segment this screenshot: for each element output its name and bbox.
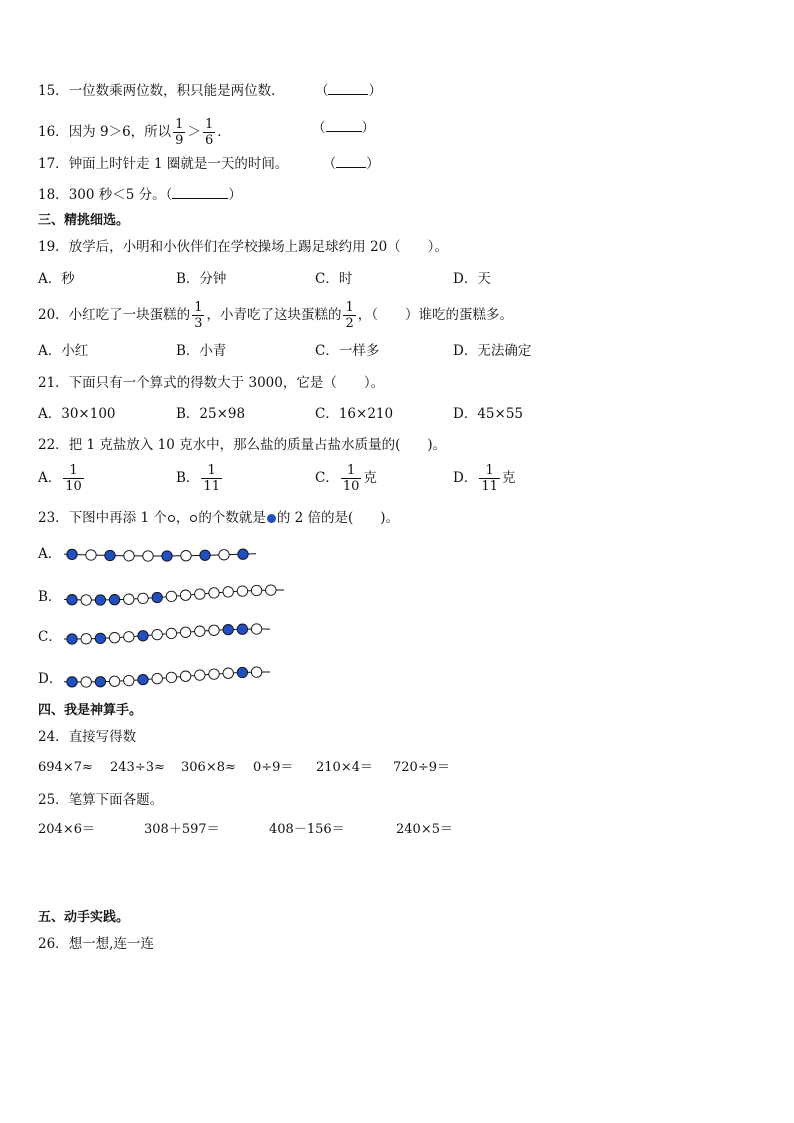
- empty-bead: [81, 595, 91, 605]
- empty-bead: [251, 667, 261, 677]
- bead-string-c[interactable]: [60, 617, 290, 651]
- option-d[interactable]: D．天: [453, 271, 491, 287]
- filled-bead: [95, 595, 105, 605]
- filled-bead: [152, 592, 162, 602]
- bead-string-b[interactable]: [60, 578, 300, 612]
- empty-bead: [166, 628, 176, 638]
- question-number: 19．: [38, 239, 69, 255]
- empty-bead: [209, 669, 219, 679]
- bead-string-a[interactable]: [60, 540, 260, 566]
- option-c[interactable]: C．时: [315, 271, 353, 287]
- question-number: 18．: [38, 187, 69, 203]
- calc-item: 308＋597＝: [144, 822, 220, 837]
- filled-bead: [67, 634, 77, 644]
- fraction: $\frac{1}{11}$: [203, 463, 220, 494]
- empty-bead: [124, 632, 134, 642]
- empty-bead: [124, 675, 134, 685]
- filled-bead: [162, 551, 172, 561]
- empty-bead: [152, 673, 162, 683]
- option-a[interactable]: A．30×100: [38, 406, 116, 422]
- filled-bead: [95, 677, 105, 687]
- empty-bead: [223, 587, 233, 597]
- filled-bead: [67, 595, 77, 605]
- option-b[interactable]: B．25×98: [176, 406, 246, 422]
- option-c[interactable]: C．一样多: [315, 343, 380, 359]
- answer-paren: （ ）: [312, 120, 375, 136]
- filled-bead: [138, 631, 148, 641]
- filled-bead: [105, 550, 115, 560]
- empty-bead: [124, 594, 134, 604]
- empty-bead: [86, 550, 96, 560]
- question-text: 笔算下面各题。: [68, 792, 164, 808]
- filled-bead: [138, 674, 148, 684]
- question-text: 一位数乘两位数，积只能是两位数．: [68, 83, 285, 99]
- question-number: 24．: [38, 729, 69, 745]
- option-a[interactable]: A．秒: [38, 271, 75, 287]
- question-number: 25．: [38, 792, 69, 808]
- filled-bead: [237, 667, 247, 677]
- empty-bead: [195, 670, 205, 680]
- empty-bead: [266, 585, 276, 595]
- empty-bead: [180, 590, 190, 600]
- filled-bead: [109, 595, 119, 605]
- filled-bead: [67, 677, 77, 687]
- question-21: [38, 374, 384, 392]
- option-b[interactable]: B． $\frac{1}{11}$: [176, 463, 220, 494]
- question-text: 300 秒＜5 分。（: [68, 187, 173, 203]
- empty-bead: [166, 672, 176, 682]
- question-15: 15．一位数乘两位数，积只能是两位数． （ ）: [38, 83, 382, 99]
- option-d[interactable]: D． $\frac{1}{11}$ 克: [453, 463, 516, 494]
- calc-item: 210×4＝: [316, 760, 373, 775]
- fraction: $\frac{1}{11}$: [481, 463, 498, 494]
- question-22: [38, 436, 446, 454]
- question-26: [38, 935, 154, 953]
- calc-item: 306×8≈: [181, 760, 236, 775]
- empty-bead: [223, 668, 233, 678]
- calc-item: 204×6＝: [38, 822, 95, 837]
- empty-bead: [251, 585, 261, 595]
- question-text: 直接写得数: [68, 729, 137, 745]
- calc-item: 243÷3≈: [110, 760, 165, 775]
- question-number: 23．: [38, 510, 69, 526]
- option-a[interactable]: A． $\frac{1}{10}$: [38, 463, 82, 494]
- empty-bead: [251, 624, 261, 634]
- question-19: [38, 238, 448, 256]
- empty-bead-icon: [168, 515, 175, 522]
- fraction: $\frac{1}{3}$: [194, 300, 203, 331]
- empty-bead: [109, 676, 119, 686]
- empty-bead: [109, 633, 119, 643]
- fraction: $\frac{1}{6}$: [204, 117, 214, 148]
- empty-bead: [180, 627, 190, 637]
- question-number: 16．: [38, 124, 69, 140]
- question-number: 26．: [38, 936, 69, 952]
- filled-bead: [67, 549, 77, 559]
- empty-bead: [237, 586, 247, 596]
- empty-bead: [138, 593, 148, 603]
- option-d[interactable]: D．无法确定: [453, 343, 532, 359]
- question-24: [38, 728, 136, 746]
- filled-bead: [223, 624, 233, 634]
- question-25: [38, 791, 163, 809]
- empty-bead: [143, 551, 153, 561]
- filled-bead: [95, 633, 105, 643]
- fraction: $\frac{1}{2}$: [345, 300, 354, 331]
- section-heading-4: 四、我是神算手。: [38, 703, 143, 718]
- empty-bead: [181, 551, 191, 561]
- filled-bead: [200, 550, 210, 560]
- filled-bead: [238, 549, 248, 559]
- empty-bead-icon: [190, 515, 197, 522]
- section-heading-5: 五、动手实践。: [38, 910, 130, 925]
- option-b[interactable]: B．小青: [176, 343, 227, 359]
- option-b[interactable]: B．分钟: [176, 271, 227, 287]
- empty-bead: [81, 634, 91, 644]
- calc-item: 694×7≈: [38, 760, 93, 775]
- question-text: 钟面上时针走 1 圈就是一天的时间。: [68, 156, 289, 172]
- empty-bead: [195, 589, 205, 599]
- question-text: 放学后，小明和小伙伴们在学校操场上踢足球约用 20（ ）。: [68, 239, 448, 255]
- question-17: 17．钟面上时针走 1 圈就是一天的时间。 （ ）: [38, 156, 380, 172]
- empty-bead: [195, 626, 205, 636]
- fraction: $\frac{1}{10}$: [342, 463, 360, 494]
- question-number: 17．: [38, 156, 69, 172]
- bead-string-d[interactable]: [60, 660, 280, 694]
- option-c[interactable]: C． $\frac{1}{10}$ 克: [315, 463, 377, 494]
- option-b-label[interactable]: B．: [38, 589, 62, 605]
- empty-bead: [166, 591, 176, 601]
- question-number: 22．: [38, 437, 69, 453]
- empty-bead: [209, 588, 219, 598]
- question-16: 16．因为 9＞6，所以 $\frac{1}{9}$ ＞ $\frac{1}{6}$ ．: [38, 117, 231, 148]
- answer-blank[interactable]: [328, 82, 368, 95]
- filled-bead: [237, 624, 247, 634]
- empty-bead: [209, 625, 219, 635]
- question-text: 把 1 克盐放入 10 克水中，那么盐的质量占盐水质量的( )。: [68, 437, 447, 453]
- question-20: 20．小红吃了一块蛋糕的 $\frac{1}{3}$ ，小青吃了这块蛋糕的 $\frac{1}{2}$ ，（ ）谁吃的蛋糕多。: [38, 300, 513, 331]
- question-number: 21．: [38, 375, 69, 391]
- answer-blank[interactable]: [172, 186, 228, 199]
- answer-blank[interactable]: [326, 119, 362, 132]
- empty-bead: [81, 677, 91, 687]
- question-18: 18．300 秒＜5 分。（ ）: [38, 187, 242, 203]
- fraction: $\frac{1}{10}$: [65, 463, 82, 494]
- calc-item: 408－156＝: [269, 822, 345, 837]
- empty-bead: [180, 671, 190, 681]
- option-a[interactable]: A．小红: [38, 343, 89, 359]
- option-c[interactable]: C．16×210: [315, 406, 394, 422]
- calc-item: 0÷9＝: [253, 760, 294, 775]
- option-c-label[interactable]: C．: [38, 629, 62, 645]
- fraction: $\frac{1}{9}$: [175, 117, 184, 148]
- section-heading-3: 三、精挑细选。: [38, 213, 130, 228]
- answer-blank[interactable]: [336, 155, 366, 168]
- question-number: 20．: [38, 307, 69, 323]
- option-d[interactable]: D．45×55: [453, 406, 523, 422]
- option-d-label[interactable]: D．: [38, 671, 63, 687]
- filled-bead-icon: [267, 514, 276, 523]
- empty-bead: [152, 629, 162, 639]
- question-number: 15．: [38, 83, 69, 99]
- calc-item: 720÷9＝: [393, 760, 450, 775]
- question-text: 想一想,连一连: [68, 936, 154, 952]
- empty-bead: [219, 550, 229, 560]
- empty-bead: [124, 551, 134, 561]
- question-text: 下面只有一个算式的得数大于 3000，它是（ ）。: [68, 375, 385, 391]
- calc-item: 240×5＝: [396, 822, 453, 837]
- option-a-label[interactable]: A．: [38, 546, 62, 562]
- question-23: 23．下图中再添 1 个 ， 的个数就是 的 2 倍的是( )。: [38, 510, 400, 526]
